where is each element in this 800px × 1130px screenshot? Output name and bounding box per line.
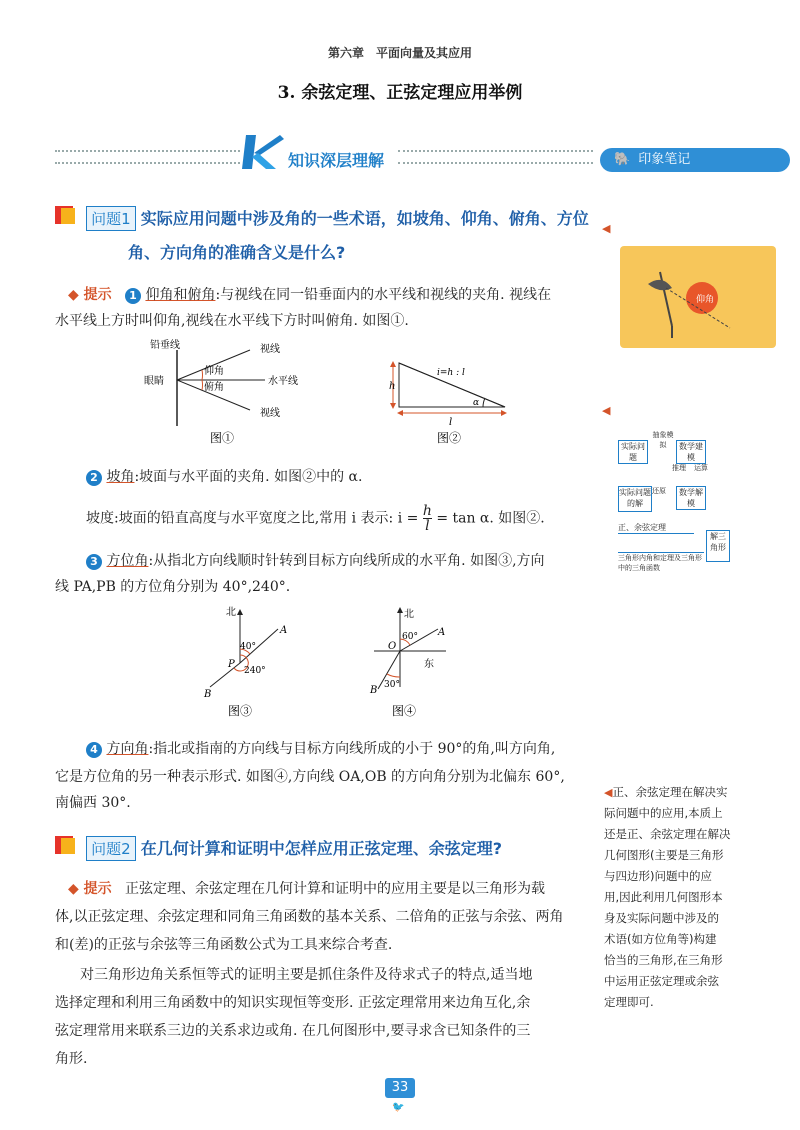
figure-3	[200, 605, 300, 720]
question-2	[55, 836, 600, 861]
l-label: l	[449, 417, 453, 428]
num-badge-4: 4	[86, 742, 102, 758]
h-label: h	[389, 381, 396, 392]
point-o-label: O	[388, 641, 397, 652]
book-icon	[55, 836, 73, 854]
elevation-illustration	[620, 246, 776, 348]
section-title: 3. 余弦定理、正弦定理应用举例	[277, 83, 523, 103]
point-b-label: B	[370, 685, 378, 696]
side-note-line: 恰当的三角形,在三角形	[604, 953, 723, 967]
paragraph-6-line4: 角形.	[55, 1051, 88, 1067]
eye-label: 眼睛	[144, 376, 164, 387]
flow-laws: 正、余弦定理	[618, 522, 694, 534]
num-badge-1: 1	[125, 288, 141, 304]
angle-30-label: 30°	[384, 680, 400, 690]
east-label: 东	[424, 659, 434, 670]
num-badge-3: 3	[86, 554, 102, 570]
hint-label: ◆ 提示	[68, 881, 112, 897]
angle-240-label: 240°	[244, 666, 266, 676]
num-badge-2: 2	[86, 470, 102, 486]
dotted-rule-right	[398, 150, 593, 164]
paragraph-3-line2: 线 PA,PB 的方位角分别为 40°,240°.	[55, 579, 291, 595]
paragraph-4-line1: 4 方向角:指北或指南的方向线与目标方向线所成的小于 90°的角,叫方向角,	[86, 736, 601, 762]
side-note-line: 身及实际问题中涉及的	[604, 911, 719, 925]
north-label: 北	[404, 609, 414, 620]
plumb-line-label: 铅垂线	[150, 340, 180, 351]
paragraph-2-line1: 2 坡角:坡面与水平面的夹角. 如图②中的 α.	[86, 464, 596, 490]
question-2-label: 问题2	[86, 836, 136, 861]
fraction: $\frac{h}{l}$	[422, 503, 432, 534]
dotted-rule-left	[55, 150, 240, 164]
paragraph-6-line2: 选择定理和利用三角函数中的知识实现恒等变形. 正弦定理常用来边角互化,余	[55, 995, 531, 1011]
flow-math-solve: 数学解模	[676, 486, 706, 510]
term-elevation: 仰角和俯角	[145, 287, 216, 303]
side-note-line: 中运用正弦定理或余弦	[604, 974, 719, 988]
paragraph-6-line3: 弦定理常用来联系三边的关系求边或角. 在几何图形中,要寻求含已知条件的三	[55, 1023, 531, 1039]
flow-restore: 还原	[652, 487, 666, 495]
horizontal-label: 水平线	[268, 376, 298, 387]
paragraph-4-line2: 它是方位角的另一种表示形式. 如图④,方向线 OA,OB 的方向角分别为北偏东 60°,	[55, 769, 565, 785]
figure-3-caption: 图③	[228, 704, 253, 718]
side-note-line: 与四边形)问题中的应	[604, 869, 712, 883]
angle-40-label: 40°	[240, 642, 256, 652]
book-icon	[55, 206, 73, 224]
side-note-line: 还是正、余弦定理在解决	[604, 827, 731, 841]
side-note-line: 用,因此利用几何图形本	[604, 890, 723, 904]
paragraph-3-line1: 3 方位角:从指北方向线顺时针转到目标方向线所成的水平角. 如图③,方向	[86, 548, 601, 574]
figure-4-caption: 图④	[392, 704, 417, 718]
point-p-label: P	[228, 659, 235, 670]
notes-tab-label: 印象笔记	[638, 152, 691, 167]
paragraph-1-line2: 水平线上方时叫仰角,视线在水平线下方时叫俯角. 如图①.	[55, 313, 409, 329]
side-note-line: ◀正、余弦定理在解决实	[604, 785, 728, 799]
paragraph-2-line2: 坡度:坡面的铅直高度与水平宽度之比,常用 i 表示: i = $\frac{h}{l}$ = tan α. 如图②.	[86, 503, 545, 534]
north-label: 北	[226, 607, 236, 618]
chapter-header: 第六章 平面向量及其应用	[327, 46, 472, 60]
term-direction-angle: 方向角	[106, 741, 149, 757]
paragraph-1-line1: ◆ 提示 1 仰角和俯角:与视线在同一铅垂面内的水平线和视线的夹角. 视线在	[68, 287, 552, 303]
figure-1	[140, 338, 330, 450]
side-image-label: 仰角	[696, 295, 715, 305]
paragraph-6-line1: 对三角形边角关系恒等式的证明主要是抓住条件及待求式子的特点,适当地	[80, 967, 533, 983]
hint-label: ◆ 提示	[68, 287, 112, 303]
side-marker-2: ◀	[602, 404, 611, 417]
depression-label: 俯角	[204, 382, 224, 393]
term-slope-angle: 坡角	[106, 469, 135, 485]
k-logo-icon	[240, 133, 286, 171]
side-note-line: 几何图形(主要是三角形	[604, 848, 724, 862]
point-b-label: B	[204, 689, 212, 700]
figure-2-caption: 图②	[437, 431, 462, 445]
flow-abstract: 抽象模拟	[652, 431, 674, 449]
figure-2	[385, 355, 515, 450]
paragraph-5-line1: ◆ 提示 正弦定理、余弦定理在几何计算和证明中的应用主要是以三角形为载	[68, 881, 545, 897]
flow-diagram	[614, 428, 754, 578]
question-1-label: 问题1	[86, 206, 136, 231]
flow-math-model: 数学建模	[676, 440, 706, 464]
question-1-line2: 角、方向角的准确含义是什么?	[128, 243, 346, 262]
notes-tab	[600, 148, 790, 172]
sight-down-label: 视线	[260, 408, 280, 419]
side-note-line: 术语(如方位角等)构建	[604, 932, 717, 946]
banner-label: 知识深层理解	[288, 151, 385, 170]
flow-solve-triangle: 解三角形	[706, 530, 730, 562]
sight-up-label: 视线	[260, 344, 280, 355]
question-1	[55, 206, 595, 231]
ratio-label: i=h : l	[437, 368, 465, 378]
flow-reasoning: 推理	[672, 464, 686, 472]
side-marker-1: ◀	[602, 222, 611, 235]
elevation-label: 仰角	[204, 366, 224, 377]
flow-triangle-sum: 三角形内角和定理及三角形中的三角函数	[618, 554, 702, 572]
paragraph-5-line3: 和(差)的正弦与余弦等三角函数公式为工具来综合考查.	[55, 937, 393, 953]
point-a-label: A	[280, 625, 288, 636]
flow-compute: 运算	[694, 464, 708, 472]
side-note	[604, 782, 780, 1013]
side-note-line: 定理即可.	[604, 995, 654, 1009]
page-number: 33	[385, 1078, 415, 1098]
angle-60-label: 60°	[402, 632, 418, 642]
point-a-label: A	[438, 627, 446, 638]
bird-icon: 🐦	[392, 1102, 405, 1113]
alpha-label: α	[473, 398, 480, 408]
figure-4	[360, 605, 460, 720]
elephant-icon: 🐘	[614, 152, 631, 167]
question-1-line1: 实际应用问题中涉及角的一些术语，如坡角、仰角、俯角、方位	[140, 209, 589, 228]
term-bearing: 方位角	[106, 553, 149, 569]
flow-real-solution: 实际问题的解	[618, 486, 652, 512]
question-2-text: 在几何计算和证明中怎样应用正弦定理、余弦定理?	[140, 839, 503, 858]
paragraph-5-line2: 体,以正弦定理、余弦定理和同角三角函数的基本关系、二倍角的正弦与余弦、两角	[55, 909, 564, 925]
side-note-line: 际问题中的应用,本质上	[604, 806, 723, 820]
figure-1-caption: 图①	[210, 431, 235, 445]
paragraph-4-line3: 南偏西 30°.	[55, 795, 131, 811]
flow-real-problem: 实际问题	[618, 440, 648, 464]
